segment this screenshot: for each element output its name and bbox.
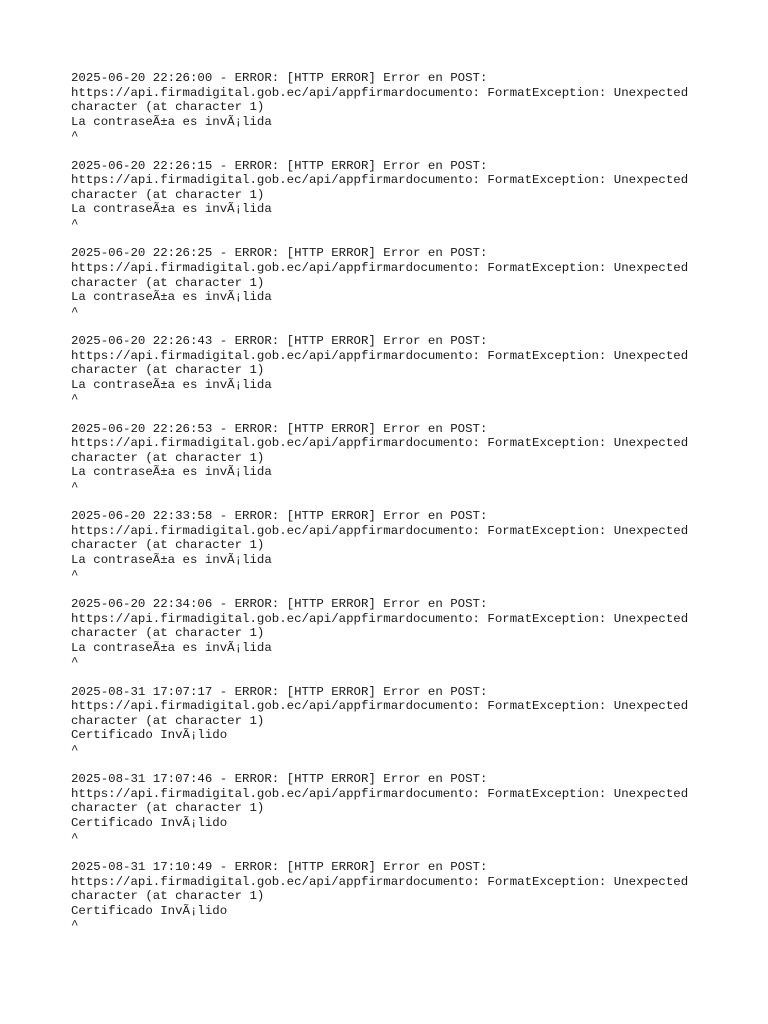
log-entry-detail: character (at character 1) <box>71 801 265 816</box>
log-entry-caret: ^ <box>71 217 79 232</box>
log-entry-header: 2025-06-20 22:26:25 - ERROR: [HTTP ERROR] Error en POST: <box>71 246 488 261</box>
log-entry-message: La contraseÃ±a es invÃ¡lida <box>71 465 272 480</box>
log-entry-caret: ^ <box>71 742 79 757</box>
log-entry-url: https://api.firmadigital.gob.ec/api/appfirmardocumento: FormatException: Unexpected <box>71 260 689 275</box>
log-entry-detail: character (at character 1) <box>71 538 265 553</box>
log-entry-detail: character (at character 1) <box>71 275 265 290</box>
log-entry-header: 2025-06-20 22:26:43 - ERROR: [HTTP ERROR] Error en POST: <box>71 333 488 348</box>
log-entry <box>71 71 751 144</box>
log-entry-caret: ^ <box>71 918 79 933</box>
log-entry-detail: character (at character 1) <box>71 187 265 202</box>
log-entry-message: La contraseÃ±a es invÃ¡lida <box>71 377 272 392</box>
error-log <box>71 71 751 948</box>
log-entry <box>71 422 751 495</box>
log-entry-header: 2025-06-20 22:34:06 - ERROR: [HTTP ERROR] Error en POST: <box>71 596 488 611</box>
log-entry-caret: ^ <box>71 129 79 144</box>
log-entry-caret: ^ <box>71 304 79 319</box>
log-entry-message: La contraseÃ±a es invÃ¡lida <box>71 553 272 568</box>
log-entry-message: Certificado InvÃ¡lido <box>71 728 228 743</box>
log-entry-detail: character (at character 1) <box>71 626 265 641</box>
log-entry-header: 2025-08-31 17:07:46 - ERROR: [HTTP ERROR] Error en POST: <box>71 772 488 787</box>
log-entry-caret: ^ <box>71 392 79 407</box>
log-entry-message: La contraseÃ±a es invÃ¡lida <box>71 202 272 217</box>
log-entry-detail: character (at character 1) <box>71 713 265 728</box>
log-entry-detail: character (at character 1) <box>71 889 265 904</box>
log-entry-detail: character (at character 1) <box>71 100 265 115</box>
log-entry-message: La contraseÃ±a es invÃ¡lida <box>71 290 272 305</box>
log-entry-message: La contraseÃ±a es invÃ¡lida <box>71 114 272 129</box>
log-entry-message: Certificado InvÃ¡lido <box>71 903 228 918</box>
log-entry <box>71 860 751 933</box>
log-entry-url: https://api.firmadigital.gob.ec/api/appfirmardocumento: FormatException: Unexpected <box>71 611 689 626</box>
log-entry <box>71 509 751 582</box>
log-entry-caret: ^ <box>71 480 79 494</box>
log-entry-detail: character (at character 1) <box>71 363 265 378</box>
log-entry-url: https://api.firmadigital.gob.ec/api/appfirmardocumento: FormatException: Unexpected <box>71 436 689 451</box>
log-entry-detail: character (at character 1) <box>71 450 265 465</box>
log-entry <box>71 597 751 670</box>
log-entry-header: 2025-06-20 22:26:00 - ERROR: [HTTP ERROR] Error en POST: <box>71 71 488 85</box>
log-entry <box>71 685 751 758</box>
log-entry-caret: ^ <box>71 655 79 670</box>
log-entry-caret: ^ <box>71 567 79 582</box>
log-entry-header: 2025-08-31 17:10:49 - ERROR: [HTTP ERROR] Error en POST: <box>71 859 488 874</box>
log-entry-message: Certificado InvÃ¡lido <box>71 816 228 831</box>
log-entry-message: La contraseÃ±a es invÃ¡lida <box>71 640 272 655</box>
log-entry-url: https://api.firmadigital.gob.ec/api/appfirmardocumento: FormatException: Unexpected <box>71 874 689 889</box>
log-entry-header: 2025-06-20 22:33:58 - ERROR: [HTTP ERROR] Error en POST: <box>71 509 488 524</box>
log-entry <box>71 334 751 407</box>
log-entry-url: https://api.firmadigital.gob.ec/api/appfirmardocumento: FormatException: Unexpected <box>71 173 689 188</box>
log-entry <box>71 246 751 319</box>
log-entry-caret: ^ <box>71 830 79 845</box>
log-entry-header: 2025-06-20 22:26:15 - ERROR: [HTTP ERROR] Error en POST: <box>71 158 488 173</box>
log-entry-url: https://api.firmadigital.gob.ec/api/appfirmardocumento: FormatException: Unexpected <box>71 348 689 363</box>
log-entry-header: 2025-06-20 22:26:53 - ERROR: [HTTP ERROR] Error en POST: <box>71 421 488 436</box>
log-entry-url: https://api.firmadigital.gob.ec/api/appfirmardocumento: FormatException: Unexpected <box>71 85 689 100</box>
log-entry-url: https://api.firmadigital.gob.ec/api/appfirmardocumento: FormatException: Unexpected <box>71 786 689 801</box>
log-entry-url: https://api.firmadigital.gob.ec/api/appfirmardocumento: FormatException: Unexpected <box>71 523 689 538</box>
log-entry <box>71 772 751 845</box>
log-entry-header: 2025-08-31 17:07:17 - ERROR: [HTTP ERROR] Error en POST: <box>71 684 488 699</box>
log-entry <box>71 159 751 232</box>
log-entry-url: https://api.firmadigital.gob.ec/api/appfirmardocumento: FormatException: Unexpected <box>71 699 689 714</box>
